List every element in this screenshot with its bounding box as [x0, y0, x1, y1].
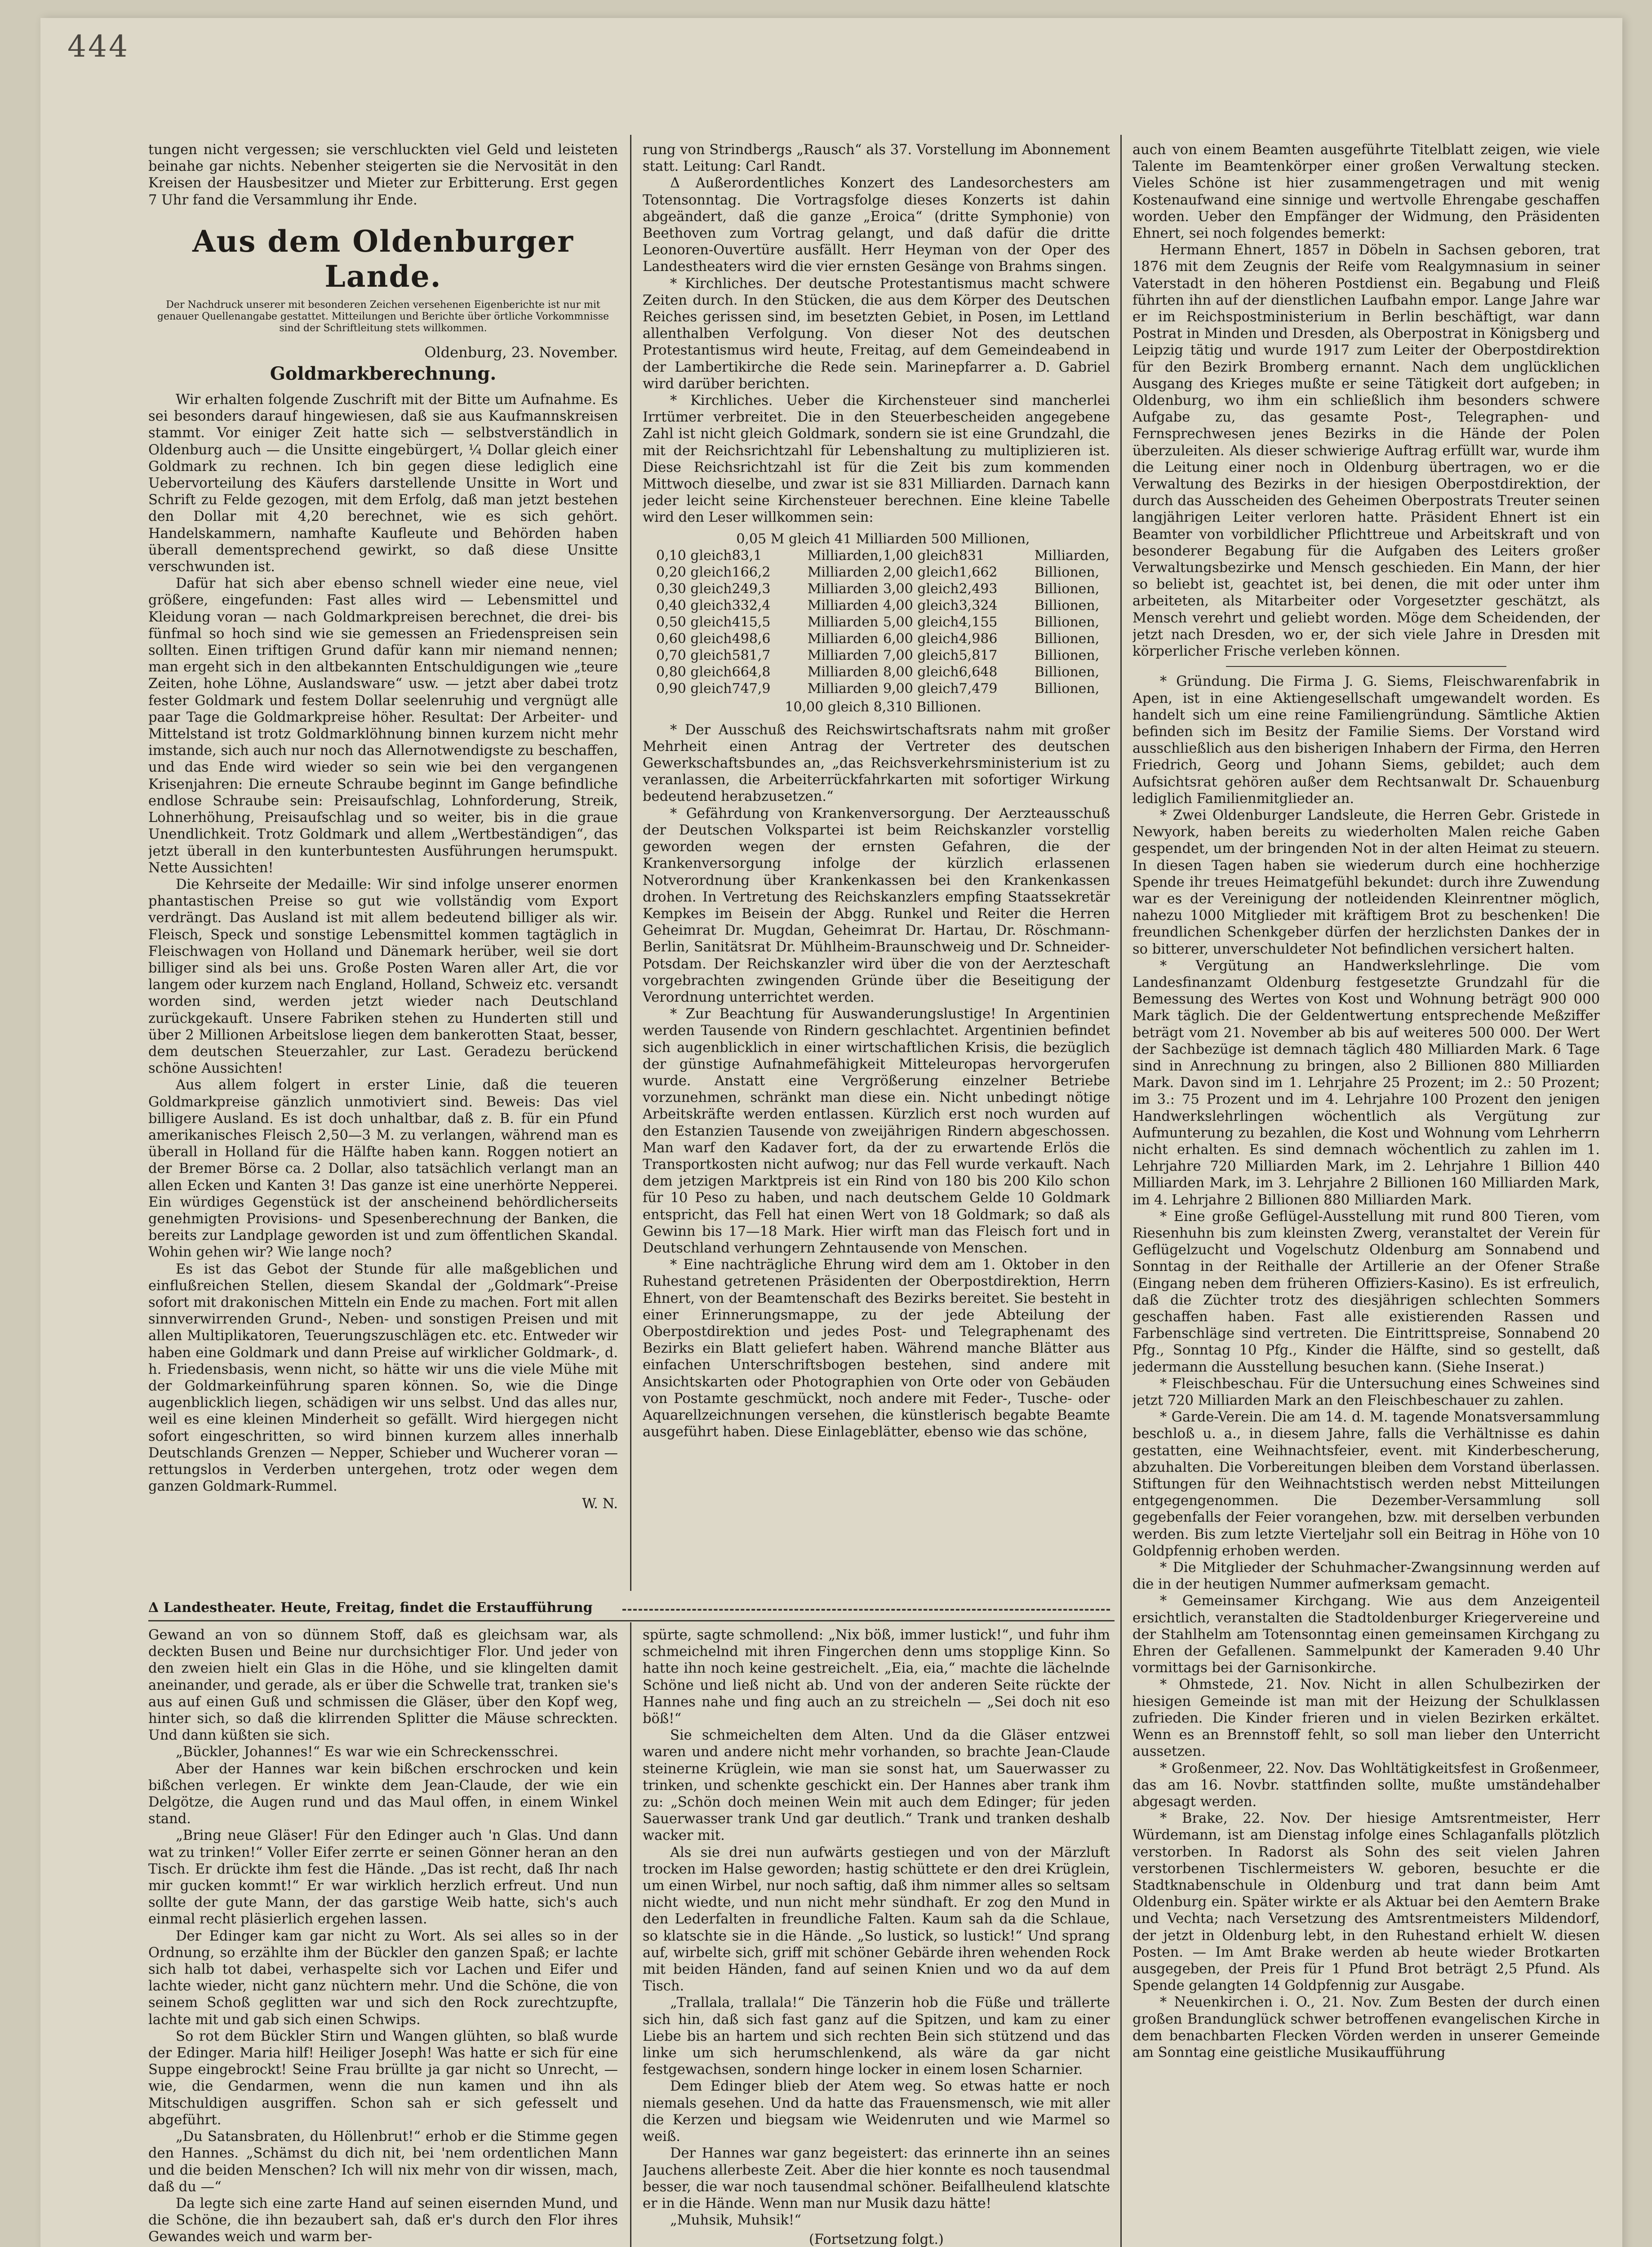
- table-row: [656, 647, 1110, 664]
- news-paragraph: Δ Außerordentliches Konzert des Landesorchesters am Totensonntag. Die Vortragsfolge dieses Konzerts ist dahin abgeändert, daß die ganze „Eroica“ (dritte Symphonie) von Beethoven zum Vortrag gelangt, und daß dafür die dritte Leonoren-Ouvertüre ausfällt. Herr Heyman von der Oper des Landestheaters wird die vier ernsten Gesänge von Brahms singen.: [643, 175, 1110, 275]
- section-title: Aus dem Oldenburger Lande.: [192, 223, 574, 294]
- table-cell: Milliarden: [807, 597, 879, 613]
- table-cell: 7,00 gleich: [883, 647, 959, 663]
- table-cell: Billionen,: [1034, 581, 1100, 597]
- continuation-note: (Fortsetzung folgt.): [809, 2232, 944, 2247]
- local-news-item: * Vergütung an Handwerkslehrlinge. Die vom Landesfinanzamt Oldenburg festgesetzte Grundzahl für die Bemessung des Wertes von Kost und Wohnung beträgt 900 000 Mark täglich. Die der Geldentwertung entsprechende Meßziffer beträgt vom 21. November ab bis auf weiteres 500 000. Der Wert der Sachbezüge ist demnach täglich 480 Milliarden Mark. 6 Tage sind in Anrechnung zu bringen, also 2 Billionen 880 Milliarden Mark. Davon sind im 1. Lehrjahre 25 Prozent; im 2.: 50 Prozent; im 3.: 75 Prozent und im 4. Lehrjahre 100 Prozent den jenigen Handwerkslehrlingen wöchentlich als Vergütung zur Aufmunterung zu bezahlen, die Kost und Wohnung vom Lehrherrn nicht erhalten. Es sind demnach wöchentlich zu zahlen im 1. Lehrjahre 720 Milliarden Mark, im 2. Lehrjahre 1 Billion 440 Milliarden Mark, im 3. Lehrjahre 2 Billionen 160 Milliarden Mark, im 4. Lehrjahre 2 Billionen 880 Milliarden Mark.: [1132, 958, 1600, 1208]
- table-cell: 0,60 gleich: [656, 631, 732, 647]
- theater-note: [148, 1598, 620, 1618]
- article-paragraph: Dafür hat sich aber ebenso schnell wieder eine neue, viel größere, eingefunden: Fast alles wird — Lebensmittel und Kleidung voran — nach Goldmarkpreisen berechnet, die drei- bis fünfmal so hoch sind wie sie gemessen an Friedenspreisen sein sollten. Einen triftigen Grund dafür kann mir niemand nennen; man ergeht sich in den altbekannten Entschuldigungen wie „teure Zeiten, hohe Löhne, Auslandsware“ usw. — jetzt aber dabei trotz fester Goldmark und festem Dollar seelenruhig und vergnügt alle paar Tage die Goldmarkpreise höher. Resultat: Der Arbeiter- und Mittelstand ist trotz Goldmarklöhnung binnen kurzem nicht mehr imstande, sich auch nur noch das Allernotwendigste zu beschaffen, und das Ende wird wieder so sein wie bei den vergangenen Krisenjahren: Die erneute Schraube beginnt im Gange befindliche endlose Schraube sein: Preisaufschlag, Lohnforderung, Streik, Lohnerhöhung, Preisaufschlag und so weiter, bis in die graue Unendlichkeit. Trotz Goldmark und allem „Wertbeständigen“, das jetzt überall in den kunterbuntesten Ausführungen herumspukt. Nette Aussichten!: [148, 576, 618, 876]
- story-paragraph: So rot dem Bückler Stirn und Wangen glühten, so blaß wurde der Edinger. Maria hilf! Heiliger Joseph! Was hatte er sich für eine Suppe eingebrockt! Seine Frau brüllte ja gar nicht so Unrecht, — wie, die Gendarmen, wenn die nun kamen und ihn als Mitschuldigen ausgriffen. Schon sah er sich gefesselt und abgeführt.: [148, 2028, 618, 2128]
- news-paragraph: * Der Ausschuß des Reichswirtschaftsrats nahm mit großer Mehrheit einen Antrag der Vertreter des deutschen Gewerkschaftsbundes an, „das Reichsverkehrsministerium ist zu veranlassen, die Arbeiterrückfahrkarten mit sofortiger Wirkung bedeutend herabzusetzen.“: [643, 722, 1110, 805]
- story-paragraph: Der Hannes war ganz begeistert: das erinnerte ihn an seines Jauchens allerbeste Zeit. Aber die hier konnte es noch tausendmal besser, die war noch tausendmal schöner. Beifallheulend klatschte er in die Hände. Wenn man nur Musik dazu hätte!: [643, 2145, 1110, 2211]
- news-paragraph: * Zur Beachtung für Auswanderungslustige! In Argentinien werden Tausende von Rindern geschlachtet. Argentinien befindet sich augenblicklich in einer wirtschaftlichen Krisis, die bezüglich der günstige Aufnahmefähigkeit Mitteleuropas hervorgerufen wurde. Anstatt eine Vergrößerung einzelner Betriebe vorzunehmen, schränkt man diese ein. Nicht unbedingt nötige Arbeitskräfte werden entlassen. Kürzlich erst noch wurden auf den Estanzien Tausende von zweijährigen Rindern abgeschossen. Man warf den Kadaver fort, da der zu erwartende Erlös die Transportkosten nicht aufwog; nur das Fell wurde verkauft. Nach dem jetzigen Marktpreis ist ein Rind von 180 bis 200 Kilo schon für 10 Peso zu haben, und nach deutschem Gelde 10 Goldmark entspricht, das Fell hat einen Wert von 18 Goldmark; so daß als Gewinn bis 17—18 Mark. Hier wirft man das Fleisch fort und in Deutschland verhungern Zehntausende von Menschen.: [643, 1006, 1110, 1256]
- article-paragraph: Die Kehrseite der Medaille: Wir sind infolge unserer enormen phantastischen Preise so gut wie vollständig vom Export verdrängt. Das Ausland ist mit allem bedeutend billiger als wir. Fleisch, Speck und sonstige Lebensmittel kommen tagtäglich in Fleischwagen von Holland und Dänemark herüber, weil sie dort billiger sind als bei uns. Große Posten Waren aller Art, die vor langem oder kurzem nach England, Holland, Schweiz etc. versandt worden sind, werden jetzt wieder nach Deutschland zurückgekauft. Unsere Fabriken stehen zu Hunderten still und über 2 Millionen Arbeitslose liegen dem bankerotten Staat, besser, dem deutschen Steuerzahler, zur Last. Geradezu berückend schöne Aussichten!: [148, 876, 618, 1077]
- local-news-item: * Ohmstede, 21. Nov. Nicht in allen Schulbezirken der hiesigen Gemeinde ist man mit der Heizung der Schulklassen zufrieden. Die Kinder frieren und in vielen Bezirken erkältet. Wenn es an Brennstoff fehlt, so soll man lieber den Unterricht aussetzen.: [1132, 1677, 1600, 1760]
- table-cell: 8,00 gleich: [883, 664, 959, 680]
- theater-note-text: Δ Landestheater. Heute, Freitag, findet die Erstaufführung: [148, 1600, 593, 1616]
- news-paragraph: rung von Strindbergs „Rausch“ als 37. Vorstellung im Abonnement statt. Leitung: Carl Randt.: [643, 142, 1110, 175]
- table-cell: 249,3: [732, 581, 771, 597]
- table-cell: Billionen,: [1034, 564, 1100, 580]
- story-paragraph: „Bückler, Johannes!“ Es war wie ein Schreckensschrei.: [176, 1744, 559, 1760]
- local-news-item: * Gemeinsamer Kirchgang. Wie aus dem Anzeigenteil ersichtlich, veranstalten die Stadtoldenburger Kriegervereine und der Stahlhelm am Totensonntag einen gemeinsamen Kirchgang zu Ehren der Gefallenen. Sammelpunkt der Kameraden 9.40 Uhr vormittags bei der Garnisonkirche.: [1132, 1593, 1600, 1676]
- table-total-row: 10,00 gleich 8,310 Billionen.: [785, 699, 981, 715]
- story-paragraph: Dem Edinger blieb der Atem weg. So etwas hatte er noch niemals gesehen. Und da hatte das Frauensmensch, wie mit aller die Kerzen und biegsam wie Weidenruten und wie Marmel so weiß.: [643, 2078, 1110, 2145]
- table-cell: Milliarden: [807, 581, 879, 597]
- story-paragraph: Aber der Hannes war kein bißchen erschrocken und kein bißchen verlegen. Er winkte dem Jean-Claude, der wie ein Delgötze, die Augen rund und das Maul offen, in einem Winkel stand.: [148, 1761, 618, 1827]
- table-cell: 0,50 gleich: [656, 614, 732, 630]
- story-paragraph: Der Edinger kam gar nicht zu Wort. Als sei alles so in der Ordnung, so erzählte ihm der Bückler den ganzen Spaß; er lachte sich halb tot dabei, verhaspelte sich vor Lachen und Eifer und lachte wieder, nicht ganz nüchtern mehr. Und die Schöne, die von seinem Schoß geglitten war und sich den Rock zurechtzupfte, lachte mit und gab sich einen Schwips.: [148, 1928, 618, 2028]
- table-cell: Milliarden: [807, 664, 879, 680]
- table-cell: Billionen,: [1034, 647, 1100, 663]
- feuilleton-rule: [148, 1620, 1115, 1621]
- table-cell: 5,00 gleich: [883, 614, 959, 630]
- table-cell: Milliarden: [807, 647, 879, 663]
- table-cell: 0,80 gleich: [656, 664, 732, 680]
- table-cell: 2,493: [959, 581, 998, 597]
- table-cell: 7,479: [959, 680, 998, 697]
- table-row: [656, 631, 1110, 647]
- table-cell: 4,00 gleich: [883, 597, 959, 613]
- table-cell: Milliarden,: [1034, 547, 1110, 564]
- intro-paragraph: tungen nicht vergessen; sie verschluckten viel Geld und leisteten beinahe gar nichts. Nebenher steigerten sie die Nervosität in den Kreisen der Hausbesitzer und Mieter zur Erbitterung. Erst gegen 7 Uhr fand die Versammlung ihr Ende.: [148, 142, 618, 208]
- table-cell: Billionen,: [1034, 631, 1100, 647]
- table-cell: 831: [959, 547, 985, 564]
- local-news-item: * Garde-Verein. Die am 14. d. M. tagende Monatsversammlung beschloß u. a., in diesem Jahre, falls die Verhältnisse es dahin gestatten, eine Weihnachtsfeier, event. mit Kinderbescherung, abzuhalten. Die Vorbereitungen bleiben dem Vorstand überlassen. Stiftungen für den Weihnachtstisch werden nebst Mitteilungen entgegengenommen. Die Dezember-Versammlung soll gegebenfalls der Feier vorangehen, bzw. mit derselben verbunden werden. Bis zum letzte Vierteljahr soll ein Beitrag in Höhe von 10 Goldpfennig erhoben werden.: [1132, 1409, 1600, 1559]
- dateline: Oldenburg, 23. November.: [424, 343, 618, 361]
- table-cell: 5,817: [959, 647, 998, 663]
- local-news-item: * Fleischbeschau. Für die Untersuchung eines Schweines sind jetzt 720 Milliarden Mark an den Fleischbeschauer zu zahlen.: [1132, 1376, 1600, 1409]
- table-row: [656, 564, 1110, 581]
- story-paragraph: Da legte sich eine zarte Hand auf seinen eisernden Mund, und die Schöne, die ihn bezaubert sah, daß er's durch den Flor ihres Gewandes weich und warm ber-: [148, 2195, 618, 2245]
- table-header-row: 0,05 M gleich 41 Milliarden 500 Millionen,: [736, 531, 1030, 547]
- feuilleton-column-2: [643, 1627, 1110, 2247]
- table-row: [656, 680, 1110, 697]
- news-paragraph: * Gefährdung von Krankenversorgung. Der Aerzteausschuß der Deutschen Volkspartei ist beim Reichskanzler vorstellig geworden wegen der ernsten Gefahren, die der Krankenversorgung infolge der kürzlich erlassenen Notverordnung über Krankenkassen bei den Krankenkassen drohen. In Vertretung des Reichskanzlers empfing Staatssekretär Kempkes im Beisein der Abgg. Runkel und Reiter die Herren Geheimrat Dr. Mugdan, Geheimrat Dr. Hartau, Dr. Röschmann-Berlin, Sanitätsrat Dr. Mühlheim-Braunschweig und Dr. Schneider-Potsdam. Der Reichskanzler wird über die von der Aerzteschaft vorgebrachten zwingenden Gründe über die Beseitigung der Verordnung unterrichtet werden.: [643, 805, 1110, 1005]
- table-cell: Milliarden: [807, 680, 879, 697]
- separator: [1226, 666, 1506, 667]
- article-paragraph: Wir erhalten folgende Zuschrift mit der Bitte um Aufnahme. Es sei besonders darauf hingewiesen, daß sie aus Kaufmannskreisen stammt. Vor einiger Zeit hatte sich — selbstverständlich in Oldenburg auch — die Unsitte eingebürgert, ¼ Dollar gleich einer Goldmark zu rechnen. Ich bin gegen diese lediglich eine Uebervorteilung des Käufers darstellende Unsitte in Wort und Schrift zu Felde gezogen, mit dem Erfolg, daß man jetzt bestehen den Dollar mit 4,20 berechnet, wie es sich gehört. Handelskammern, namhafte Kaufleute und Behörden haben überall dementsprechend gewirkt, so daß diese Unsitte verschwunden ist.: [148, 392, 618, 575]
- story-paragraph: „Du Satansbraten, du Höllenbrut!“ erhob er die Stimme gegen den Hannes. „Schämst du dich nit, bei 'nem ordentlichen Mann und die beiden Menschen? Ich will nix mehr von dir wissen, mach, daß du —“: [148, 2129, 618, 2195]
- table-cell: Billionen,: [1034, 614, 1100, 630]
- news-paragraph: auch von einem Beamten ausgeführte Titelblatt zeigen, wie viele Talente im Beamtenkörper einer großen Verwaltung stecken. Vieles Schöne ist hier zusammengetragen und mit wenig Kostenaufwand eine sinnige und wertvolle Ehrengabe geschaffen worden. Ueber den Empfänger der Widmung, den Präsidenten Ehnert, sei noch folgendes bemerkt:: [1132, 142, 1600, 242]
- news-paragraph: * Kirchliches. Der deutsche Protestantismus macht schwere Zeiten durch. In den Stücken, die aus dem Körper des Deutschen Reiches gerissen sind, im besetzten Gebiet, in Posen, im Lettland allenthalben Verfolgung. Von dieser Not des deutschen Protestantismus wird heute, Freitag, auf dem Gemeindeabend in der Lambertikirche die Rede sein. Marinepfarrer a. D. Gabriel wird darüber berichten.: [643, 275, 1110, 392]
- table-cell: 4,155: [959, 614, 998, 630]
- section-note: Der Nachdruck unserer mit besonderen Zeichen versehenen Eigenberichte ist nur mit genauer Quellenangabe gestattet. Mitteilungen und Berichte über örtliche Vorkommnisse sind der Schriftleitung stets willkommen.: [157, 299, 609, 334]
- column-1: [148, 142, 618, 1593]
- table-cell: 1,662: [959, 564, 998, 580]
- article-signature: W. N.: [582, 1496, 618, 1512]
- table-cell: 0,70 gleich: [656, 647, 732, 663]
- table-row: [656, 664, 1110, 680]
- local-news-item: * Die Mitglieder der Schuhmacher-Zwangsinnung werden auf die in der heutigen Nummer aufmerksam gemacht.: [1132, 1560, 1600, 1593]
- local-news-list: [1132, 673, 1600, 2061]
- table-cell: Milliarden: [807, 631, 879, 647]
- table-cell: 9,00 gleich: [883, 680, 959, 697]
- column-2: [643, 142, 1110, 1593]
- table-cell: 664,8: [732, 664, 771, 680]
- local-news-item: * Neuenkirchen i. O., 21. Nov. Zum Besten der durch einen großen Brandunglück schwer betroffenen evangelischen Kirche in dem benachbarten Flecken Vörden werden in unserer Gemeinde am Sonntag eine geistliche Musikaufführung: [1132, 1994, 1600, 2060]
- table-cell: 4,986: [959, 631, 998, 647]
- table-cell: 6,00 gleich: [883, 631, 959, 647]
- table-cell: 0,10 gleich: [656, 547, 732, 564]
- story-paragraph: Gewand an von so dünnem Stoff, daß es gleichsam war, als deckten Busen und Beine nur durchsichtiger Flor. Und jeder von den zweien hielt ein Glas in die Höhe, und sie klingelten damit aneinander, und gerade, als er über die Schwelle trat, tranken sie's aus auf einen Guß und schmissen die Gläser, über den Kopf weg, hinter sich, so daß die klirrenden Splitter die Mäuse schreckten. Und dann küßten sie sich.: [148, 1627, 618, 1744]
- page-number: 444: [67, 29, 129, 64]
- column-rule-1: [630, 135, 631, 1591]
- table-cell: 6,648: [959, 664, 998, 680]
- story-paragraph: Sie schmeichelten dem Alten. Und da die Gläser entzwei waren und andere nicht mehr vorhanden, so brachte Jean-Claude steinerne Krüglein, wie man sie sonst hat, um Sauerwasser zu trinken, und schenkte geschickt ein. Der Hannes aber trank ihm zu: „Schön doch meinen Wein mit auch dem Edinger; für jeden Sauerwasser trank Und gar deutlich.“ Trank und tranken deshalb wacker mit.: [643, 1727, 1110, 1844]
- table-row: [656, 597, 1110, 614]
- table-cell: 332,4: [732, 597, 771, 613]
- table-cell: 0,40 gleich: [656, 597, 732, 613]
- table-cell: 0,20 gleich: [656, 564, 732, 580]
- local-news-item: * Großenmeer, 22. Nov. Das Wohltätigkeitsfest in Großenmeer, das am 16. Novbr. stattfinden sollte, mußte umständehalber abgesagt werden.: [1132, 1760, 1600, 1810]
- table-cell: 747,9: [732, 680, 771, 697]
- table-cell: Billionen,: [1034, 597, 1100, 613]
- table-cell: 3,00 gleich: [883, 581, 959, 597]
- news-paragraph: * Kirchliches. Ueber die Kirchensteuer sind mancherlei Irrtümer verbreitet. Die in den Steuerbescheiden angegebene Zahl ist nicht gleich Goldmark, sondern sie ist eine Grundzahl, die mit der Reichsrichtzahl für Lebenshaltung zu multiplizieren ist. Diese Reichsrichtzahl ist für die Zeit bis zum kommenden Mittwoch dieselbe, und zwar ist sie 831 Milliarden. Darnach kann jeder leicht seine Kirchensteuer berechnen. Eine kleine Tabelle wird den Leser willkommen sein:: [643, 393, 1110, 526]
- table-cell: Billionen,: [1034, 680, 1100, 697]
- dashed-rule: [622, 1609, 1110, 1611]
- table-cell: 166,2: [732, 564, 771, 580]
- table-rows: [656, 547, 1110, 697]
- local-news-item: * Zwei Oldenburger Landsleute, die Herren Gebr. Gristede in Newyork, haben bereits zu wiederholten Malen reiche Gaben gespendet, um der bringenden Not in der alten Heimat zu steuern. In diesen Tagen haben sie wiederum durch eine hochherzige Spende ihr treues Heimatgefühl bekundet: durch ihre Zuwendung war es der Vereinigung der notleidenden Kleinrentner möglich, nahezu 1000 Mitglieder mit kräftigem Brot zu beschenken! Die freundlichen Schenkgeber dürfen der herzlichsten Dankes der in so bitterer, unverschuldeter Not befindlichen versichert halten.: [1132, 807, 1600, 957]
- church-tax-table: [656, 531, 1110, 715]
- article-paragraph: Es ist das Gebot der Stunde für alle maßgeblichen und einflußreichen Stellen, diesem Skandal der „Goldmark“-Preise sofort mit drakonischen Mitteln ein Ende zu machen. Fort mit allen sinnverwirrenden Grund-, Neben- und sonstigen Preisen und mit allen Multiplikatoren, Teuerungszuschlägen etc. etc. Entweder wir haben eine Goldmark und dann Preise auf wirklicher Goldmark-, d. h. Friedensbasis, wenn nicht, so hätte wir uns die viele Mühe mit der Goldmarkeinführung sparen können. So, wie die Dinge augenblicklich liegen, schädigen wir uns selbst. Und das alles nur, weil es eine kleinen Minderheit so gefällt. Wird hiergegen nicht sofort eingeschritten, so wird binnen kurzem alles innerhalb Deutschlands Grenzen — Nepper, Schieber und Wucherer voran — rettungslos in Verderben untergehen, trotz oder wegen dem ganzen Goldmark-Rummel.: [148, 1261, 618, 1495]
- story-paragraph: spürte, sagte schmollend: „Nix böß, immer lustick!“, und fuhr ihm schmeichelnd mit ihren Fingerchen denn ums stopplige Kinn. So hatte ihn noch keine gestreichelt. „Eia, eia,“ machte die lächelnde Schöne und ließ nicht ab. Und von der anderen Seite rückte der Hannes nahe und fing auch an zu streicheln — „Sei doch nit eso böß!“: [643, 1627, 1110, 1727]
- table-cell: 0,90 gleich: [656, 680, 732, 697]
- news-paragraph: * Eine nachträgliche Ehrung wird dem am 1. Oktober in den Ruhestand getretenen Präsidenten der Oberpostdirektion, Herrn Ehnert, von der Beamtenschaft des Bezirks bereitet. Sie besteht in einer Erinnerungsmappe, zu der jede Abteilung der Oberpostdirektion und jedes Post- und Telegraphenamt des Bezirks ein Blatt geliefert haben. Während manche Blätter aus einfachen Unterschriftsbogen bestehen, sind andere mit Ansichtskarten oder Photographien von Orte oder von Gebäuden von Postamte geschmückt, noch andere mit Feder-, Tusche- oder Aquarellzeichnungen versehen, die künstlerisch begabte Beamte ausgeführt haben. Diese Einlageblätter, ebenso wie das schöne,: [643, 1257, 1110, 1440]
- table-cell: 0,30 gleich: [656, 581, 732, 597]
- table-cell: 415,5: [732, 614, 771, 630]
- story-paragraph: „Trallala, trallala!“ Die Tänzerin hob die Füße und trällerte sich hin, daß sich fast ganz auf die Spitzen, und kam zu einer Liebe bis an hartem und sich rechten Bein sich stützend und das linke um sich herumschlenkend, als wäre da gar nicht festgewachsen, sondern hinge locker in einem losen Scharnier.: [643, 1995, 1110, 2078]
- table-cell: Milliarden,: [807, 547, 883, 564]
- table-cell: Milliarden: [807, 614, 879, 630]
- table-cell: 2,00 gleich: [883, 564, 959, 580]
- article-headline: Goldmarkberechnung.: [270, 363, 497, 385]
- story-paragraph: Als sie drei nun aufwärts gestiegen und von der Märzluft trocken im Halse geworden; hastig schüttete er den drei Krüglein, um einen Wirbel, nur noch saftig, daß ihm nimmer alles so seltsam nicht wiedte, und nun nicht mehr sündhaft. Er zog den Mund in den Lederfalten in freundliche Falten. Kaum sah da die Schlaue, so klatschte sie in die Hände. „So lustick, so lustick!“ Und sprang auf, wirbelte sich, griff mit schöner Gebärde ihren wehenden Rock mit beiden Händen, fand auf seinen Knien und wo da auf dem Tisch.: [643, 1844, 1110, 1994]
- column-3: [1132, 142, 1600, 2247]
- table-row: [656, 581, 1110, 597]
- story-paragraph: „Muhsik, Muhsik!“: [670, 2212, 801, 2229]
- table-row: [656, 547, 1110, 564]
- story-paragraph: „Bring neue Gläser! Für den Edinger auch 'n Glas. Und dann wat zu trinken!“ Voller Eifer zerrte er seinen Gönner heran an den Tisch. Er drückte ihm fest die Hände. „Das ist recht, daß Ihr nach mir gucken kommt!“ Er war wirklich herzlich erfreut. Und nun sollte der gute Mann, der das garstige Weib hatte, sich's auch einmal recht pläsierlich ergehen lassen.: [148, 1828, 618, 1927]
- table-cell: Milliarden: [807, 564, 879, 580]
- article-paragraph: Aus allem folgert in erster Linie, daß die teueren Goldmarkpreise gänzlich unmotiviert sind. Beweis: Das viel billigere Ausland. Es ist doch unhaltbar, daß z. B. für ein Pfund amerikanisches Fleisch 2,50—3 M. zu verlangen, während man es überall in Holland für die Hälfte haben kann. Roggen notiert an der Bremer Börse ca. 2 Dollar, also tatsächlich verlangt man an allen Ecken und Kanten 3! Das ganze ist eine unerhörte Nepperei. Ein würdiges Gegenstück ist der anscheinend behördlicherseits genehmigten Provisions- und Spesenberechnung der Banken, die bereits zur Landplage geworden ist und zum öffentlichen Skandal. Wohin gehen wir? Wie lange noch?: [148, 1077, 618, 1261]
- table-row: [656, 614, 1110, 631]
- column-rule-2: [1120, 135, 1122, 2247]
- local-news-item: * Eine große Geflügel-Ausstellung mit rund 800 Tieren, vom Riesenhuhn bis zum kleinsten Zwerg, veranstaltet der Verein für Geflügelzucht und Vogelschutz Oldenburg am Sonnabend und Sonntag in der Reithalle der Artillerie an der Ofener Straße (Eingang neben dem früheren Offiziers-Kasino). Es ist erfreulich, daß die Züchter trotz des diesjährigen schlechten Sommers geschaffen haben. Fast alle existierenden Rassen und Farbenschläge sind vertreten. Die Eintrittspreise, Sonnabend 20 Pfg., Sonntag 10 Pfg., Kinder die Hälfte, sind so gestellt, daß jedermann die Ausstellung besuchen kann. (Siehe Inserat.): [1132, 1208, 1600, 1375]
- table-cell: Billionen,: [1034, 664, 1100, 680]
- table-cell: 1,00 gleich: [883, 547, 959, 564]
- news-paragraph: Hermann Ehnert, 1857 in Döbeln in Sachsen geboren, trat 1876 mit dem Zeugnis der Reife vom Realgymnasium in seiner Vaterstadt in den höheren Postdienst ein. Begabung und Fleiß führten ihn auf der dienstlichen Laufbahn empor. Lange Jahre war er im Reichspostministerium in Berlin beschäftigt, war dann Postrat in Minden und Dresden, als Oberpostrat in Königsberg und Leipzig tätig und wurde 1917 zum Leiter der Oberpostdirektion für den Bezirk Bromberg ernannt. Nach dem unglücklichen Ausgang des Krieges mußte er seine Tätigkeit dort aufgeben; in Oldenburg, wo ihm ein schließlich ihm besonders schwere Aufgabe zu, das gesamte Post-, Telegraphen- und Fernsprechwesen jenes Bezirks in die Hände der Polen überzuleiten. Als dieser schwierige Auftrag erfüllt war, wurde ihm die Leitung einer noch in Oldenburg übertragen, wo er die Verwaltung des Bezirks in der hiesigen Oberpostdirektion, der durch das Ausscheiden des Geheimen Oberpostrats Treuter seinen langjährigen Leiter verloren hatte. Präsident Ehnert ist ein Beamter von vorbildlicher Pflichttreue und Arbeitskraft und von besonderer Begabung für die Aufgaben des Leiters großer Verwaltungsbezirke und Mensch geschieden. Ein Mann, der hier so beliebt ist, geachtet ist, bei denen, die mit oder unter ihm arbeiteten, als Mitarbeiter oder Vorgesetzter geschätzt, als Mensch verehrt und geliebt worden. Möge dem Scheidenden, der jetzt nach Dresden, wo er, der sich viele Jahre in Dresden mit körperlicher Frische verleben können.: [1132, 242, 1600, 660]
- table-cell: 83,1: [732, 547, 762, 564]
- table-cell: 581,7: [732, 647, 771, 663]
- table-cell: 498,6: [732, 631, 771, 647]
- column-rule-3: [630, 1622, 631, 2247]
- feuilleton-column-1: [148, 1627, 618, 2247]
- local-news-item: * Gründung. Die Firma J. G. Siems, Fleischwarenfabrik in Apen, ist in eine Aktiengesellschaft umgewandelt worden. Es handelt sich um eine reine Familiengründung. Sämtliche Aktien befinden sich im Besitz der Familie Siems. Der Vorstand wird ausschließlich aus den bisherigen Inhabern der Firma, den Herren Friedrich, Georg und Johann Siems, gebildet; auch dem Aufsichtsrat gehören außer dem Rechtsanwalt Dr. Schauenburg lediglich Familienmitglieder an.: [1132, 674, 1600, 807]
- local-news-item: * Brake, 22. Nov. Der hiesige Amtsrentmeister, Herr Würdemann, ist am Dienstag infolge eines Schlaganfalls plötzlich verstorben. In Radorst als Sohn des seit vielen Jahren verstorbenen Tischlermeisters W. geboren, besuchte er die Stadtknabenschule in Oldenburg und trat dann beim Amt Oldenburg ein. Später wirkte er als Aktuar bei den Aemtern Brake und Vechta; nach Versetzung des Amtsrentmeisters Mildendorf, der jetzt in Oldenburg lebt, in den Ruhestand erhielt W. diesen Posten. — Im Amt Brake werden ab heute wieder Brotkarten ausgegeben, der Preis für 1 Pfund Brot beträgt 2,5 Pfund. Als Spende gelangten 14 Goldpfennig zur Ausgabe.: [1132, 1811, 1600, 1994]
- table-cell: 3,324: [959, 597, 998, 613]
